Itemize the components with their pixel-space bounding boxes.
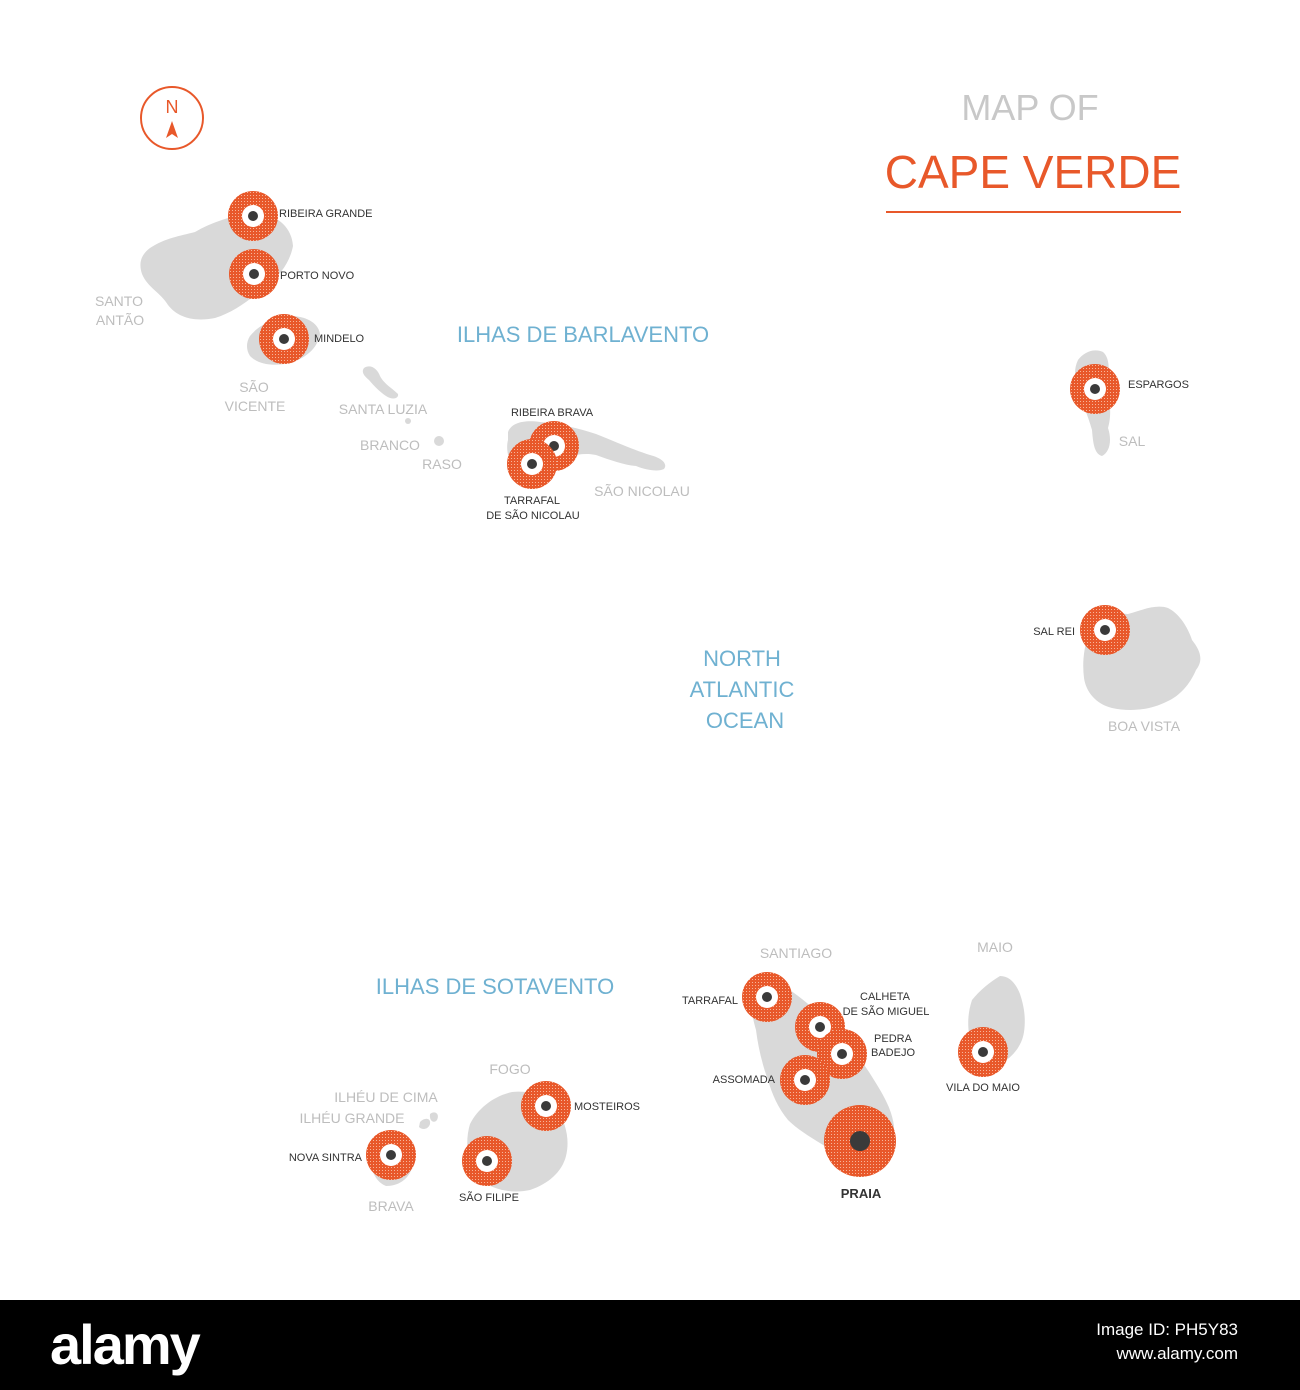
ocean-label-line2: ATLANTIC [689, 677, 795, 702]
marker-tarrafal [742, 972, 792, 1022]
marker-sal-rei [1080, 605, 1130, 655]
marker-praia-capital [824, 1105, 896, 1177]
island-ilheu-de-cima [430, 1112, 438, 1121]
footer-url-line: www.alamy.com [1116, 1344, 1238, 1363]
compass [141, 87, 203, 149]
city-label-assomada: ASSOMADA [712, 1074, 775, 1086]
marker-tarrafal-sao-nicolau [507, 439, 557, 489]
island-label-raso: RASO [422, 456, 462, 472]
marker-sao-filipe [462, 1136, 512, 1186]
marker-assomada [780, 1055, 830, 1105]
island-santa-luzia [363, 366, 398, 398]
city-label-praia: PRAIA [840, 1186, 882, 1201]
city-label-ribeira-brava: RIBEIRA BRAVA [510, 407, 594, 419]
city-label-pedra-1: PEDRA [874, 1033, 912, 1045]
city-label-calheta-2: DE SÃO MIGUEL [842, 1006, 930, 1018]
footer-image-id [1096, 1318, 1238, 1366]
marker-espargos [1070, 364, 1120, 414]
marker-nova-sintra [366, 1130, 416, 1180]
marker-mosteiros [521, 1081, 571, 1131]
footer-bar [0, 1300, 1300, 1390]
compass-letter: N [165, 97, 179, 117]
city-label-tarrafal: TARRAFAL [681, 995, 738, 1007]
island-label-santo-antao-1: SANTO [95, 293, 143, 309]
city-label-mosteiros: MOSTEIROS [574, 1101, 641, 1113]
region-sotavento: ILHAS DE SOTAVENTO [375, 974, 615, 999]
city-label-tarrafal-sn-2: DE SÃO NICOLAU [486, 510, 580, 522]
marker-porto-novo [229, 249, 279, 299]
island-branco [405, 418, 411, 424]
marker-ribeira-grande [228, 191, 278, 241]
island-raso [434, 436, 444, 446]
island-label-sao-vicente-1: SÃO [239, 379, 269, 395]
island-label-maio: MAIO [977, 939, 1013, 955]
city-label-porto-novo: PORTO NOVO [280, 270, 355, 282]
city-label-espargos: ESPARGOS [1128, 379, 1189, 391]
title-country: CAPE VERDE [884, 146, 1182, 198]
north-arrow-icon [166, 121, 178, 138]
ocean-label-line1: NORTH [703, 646, 781, 671]
island-ilheu-grande [419, 1119, 430, 1129]
city-label-sao-filipe: SÃO FILIPE [459, 1192, 519, 1204]
ocean-label-line3: OCEAN [705, 708, 785, 733]
island-label-santiago: SANTIAGO [759, 945, 833, 961]
island-label-boa-vista: BOA VISTA [1107, 718, 1181, 734]
footer-image-id-line: Image ID: PH5Y83 [1096, 1320, 1238, 1339]
marker-vila-do-maio [958, 1027, 1008, 1077]
island-label-sao-nicolau: SÃO NICOLAU [594, 483, 690, 499]
island-label-santa-luzia: SANTA LUZIA [338, 401, 428, 417]
city-label-ribeira-grande: RIBEIRA GRANDE [279, 208, 373, 220]
island-label-ilheu-grande: ILHÉU GRANDE [299, 1110, 405, 1126]
city-label-nova-sintra: NOVA SINTRA [288, 1152, 362, 1164]
city-label-tarrafal-sn-1: TARRAFAL [503, 495, 561, 507]
island-label-sal: SAL [1118, 433, 1146, 449]
city-label-mindelo: MINDELO [314, 333, 365, 345]
marker-mindelo [259, 314, 309, 364]
island-label-fogo: FOGO [489, 1061, 531, 1077]
region-barlavento: ILHAS DE BARLAVENTO [456, 322, 710, 347]
island-label-brava: BRAVA [368, 1198, 414, 1214]
city-label-pedra-2: BADEJO [870, 1047, 916, 1059]
island-label-sao-vicente-2: VICENTE [224, 398, 286, 414]
island-label-santo-antao-2: ANTÃO [95, 312, 145, 328]
title-map-of: MAP OF [961, 87, 1099, 128]
footer-logo: alamy [50, 1313, 199, 1376]
island-label-ilheu-de-cima: ILHÉU DE CIMA [334, 1089, 438, 1105]
city-label-vila-do-maio: VILA DO MAIO [946, 1082, 1020, 1094]
city-label-calheta-1: CALHETA [860, 991, 910, 1003]
city-label-sal-rei: SAL REI [1033, 626, 1075, 638]
island-label-branco: BRANCO [360, 437, 420, 453]
